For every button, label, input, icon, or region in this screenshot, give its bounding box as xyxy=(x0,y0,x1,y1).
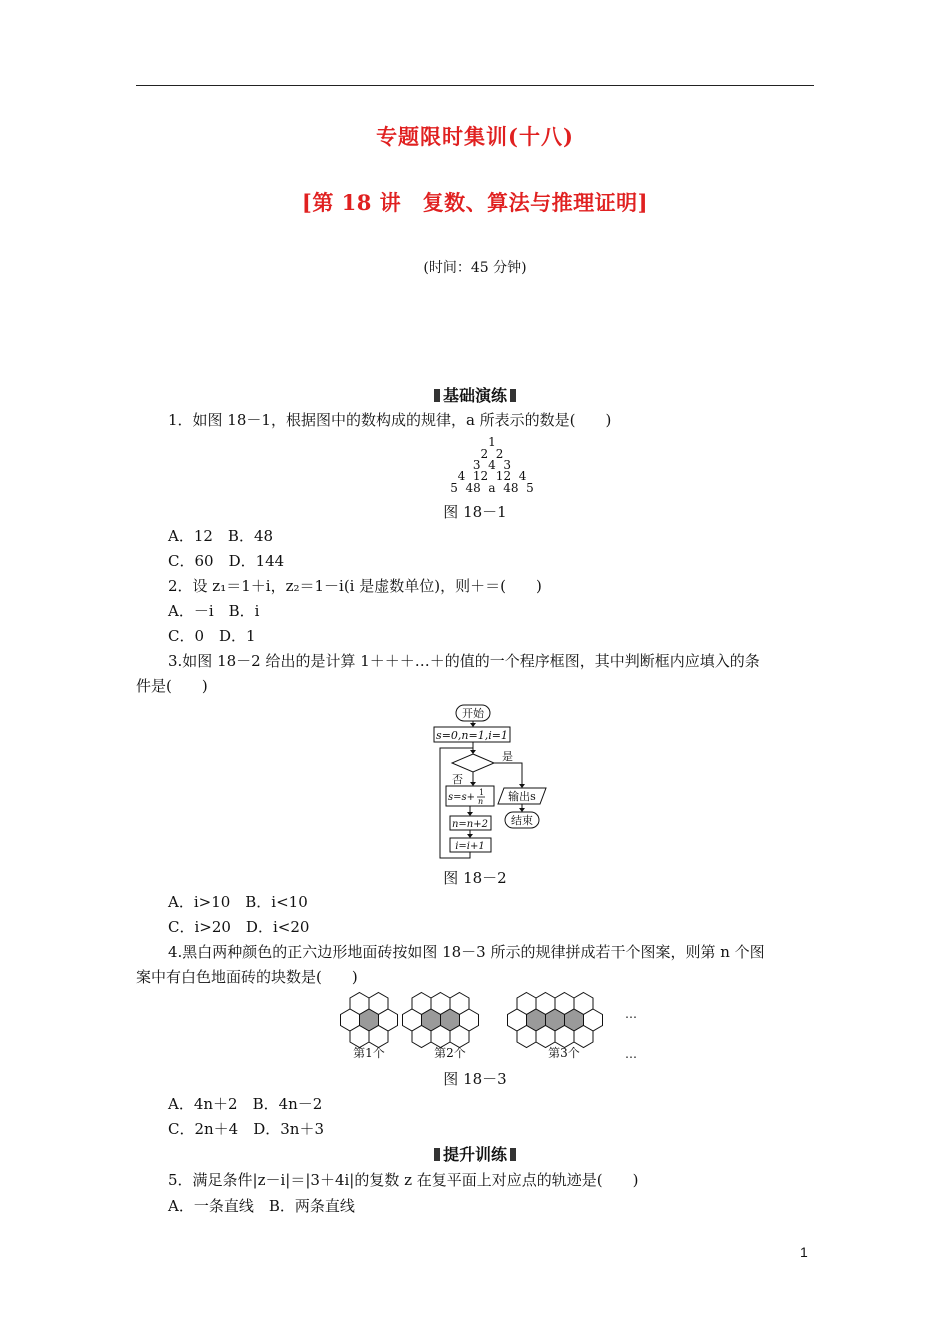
white-tile xyxy=(574,1026,593,1048)
q3-stem-line1: 3.如图 18－2 给出的是计算 1＋＋＋…＋的值的一个程序框图，其中判断框内应填入的条 xyxy=(168,652,760,670)
white-tile xyxy=(350,1026,369,1048)
q3-options-cd: C．i>20 D．i<20 xyxy=(168,918,310,936)
q4-caption: 图 18－3 xyxy=(443,1070,507,1088)
q4-options-ab: A．4n＋2 B．4n－2 xyxy=(168,1095,323,1113)
ellipsis-top: … xyxy=(625,1007,637,1021)
flow-update-s: s=s+ xyxy=(448,792,476,803)
ellipsis-bottom: … xyxy=(625,1047,637,1061)
q1-number-triangle xyxy=(440,434,550,496)
q1-caption: 图 18－1 xyxy=(443,503,507,521)
q4-stem-line2: 案中有白色地面砖的块数是( ) xyxy=(136,968,358,986)
white-tile xyxy=(412,1026,431,1048)
section-marker-icon xyxy=(434,389,440,402)
pattern-label-1: 第1个 xyxy=(353,1046,385,1060)
page-title: 专题限时集训(十八) xyxy=(376,124,574,149)
section-marker-icon xyxy=(434,1148,440,1161)
q3-flowchart xyxy=(430,702,560,862)
triangle-row-5: 5 48 a 48 5 xyxy=(450,481,534,495)
triangle-row-2: 2 2 xyxy=(480,447,504,461)
flow-end: 结束 xyxy=(511,814,533,827)
q5-stem: 5．满足条件|z－i|＝|3＋4i|的复数 z 在复平面上对应点的轨迹是( ) xyxy=(168,1171,639,1189)
flow-output: 输出s xyxy=(508,790,536,803)
flow-frac-den: n xyxy=(478,797,484,806)
q3-options-ab: A．i>10 B．i<10 xyxy=(168,893,308,911)
white-tile xyxy=(517,1026,536,1048)
flow-yes: 是 xyxy=(502,750,513,763)
white-tile xyxy=(369,1026,388,1048)
q2-options-cd: C．0 D．1 xyxy=(168,627,256,645)
q2-stem: 2．设 z₁＝1＋i，z₂＝1－i(i 是虚数单位)，则＋＝( ) xyxy=(168,577,542,595)
q4-options-cd: C．2n＋4 D．3n＋3 xyxy=(168,1120,324,1138)
flow-start: 开始 xyxy=(462,707,484,720)
triangle-row-4: 4 12 12 4 xyxy=(457,469,527,483)
pattern-label-3: 第3个 xyxy=(548,1046,580,1060)
time-limit: (时间：45 分钟) xyxy=(423,260,527,276)
white-tile xyxy=(555,1026,574,1048)
section-advanced-label: 提升训练 xyxy=(442,1145,507,1164)
pattern-label-2: 第2个 xyxy=(434,1046,466,1060)
hex-tiles xyxy=(341,993,603,1048)
q5-options-ab: A．一条直线 B．两条直线 xyxy=(168,1197,355,1215)
q4-hexagon-patterns xyxy=(335,990,655,1070)
white-tile xyxy=(431,1026,450,1048)
page-number: 1 xyxy=(800,1244,808,1260)
flow-frac-num: 1 xyxy=(479,788,485,797)
q2-options-ab: A．－i B．i xyxy=(168,602,260,620)
flow-decision-shape xyxy=(452,754,494,772)
section-basic xyxy=(0,383,950,406)
white-tile xyxy=(450,1026,469,1048)
section-marker-icon xyxy=(510,1148,516,1161)
flow-init: s=0,n=1,i=1 xyxy=(436,729,508,742)
header-rule xyxy=(136,85,814,86)
triangle-row-1: 1 xyxy=(488,435,496,449)
q1-stem: 1．如图 18－1，根据图中的数构成的规律，a 所表示的数是( ) xyxy=(168,411,612,429)
triangle-row-3: 3 4 3 xyxy=(472,458,512,472)
q3-caption: 图 18－2 xyxy=(443,869,507,887)
section-advanced xyxy=(0,1142,950,1165)
flow-update-i: i=i+1 xyxy=(455,841,485,852)
q1-options-ab: A．12 B．48 xyxy=(168,527,274,545)
q1-options-cd: C．60 D．144 xyxy=(168,552,285,570)
page-subtitle: [第 18 讲 复数、算法与推理证明] xyxy=(301,190,649,215)
q3-stem-line2: 件是( ) xyxy=(136,677,208,695)
q4-stem-line1: 4.黑白两种颜色的正六边形地面砖按如图 18－3 所示的规律拼成若干个图案，则第 n 个图 xyxy=(168,943,765,961)
section-basic-label: 基础演练 xyxy=(442,386,507,405)
flow-no: 否 xyxy=(452,773,463,786)
flow-update-n: n=n+2 xyxy=(451,819,489,830)
white-tile xyxy=(536,1026,555,1048)
section-marker-icon xyxy=(510,389,516,402)
